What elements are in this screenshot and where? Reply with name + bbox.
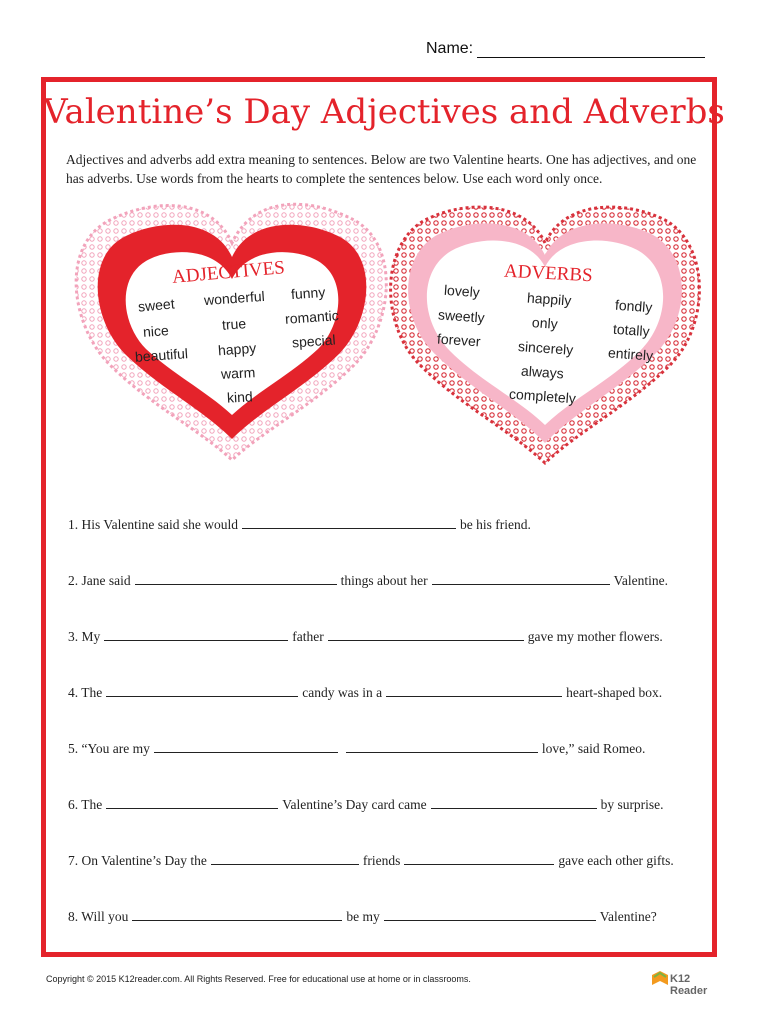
book-icon <box>650 969 670 989</box>
sentence-text: gave my mother flowers. <box>527 629 663 644</box>
instructions: Adjectives and adverbs add extra meaning to sentences. Below are two Valentine hearts. One has adjectives, and one has adverbs. Use words from the hearts to complete the sentences below. Use each word only once. <box>66 152 697 186</box>
copyright-footer: Copyright © 2015 K12reader.com. All Rights Reserved. Free for educational use at home or in classrooms. <box>46 974 471 984</box>
page-title: Valentine’s Day Adjectives and Adverbs <box>43 92 725 132</box>
adjective-word: happy <box>217 339 257 359</box>
adverb-word: entirely <box>607 344 654 364</box>
adjective-word: special <box>291 331 337 351</box>
sentence-text: 4. The <box>68 685 103 700</box>
sentence-7 <box>68 851 708 869</box>
k12reader-logo <box>650 969 730 997</box>
sentence-4 <box>68 683 708 701</box>
adverb-word: sincerely <box>517 338 574 358</box>
answer-blank[interactable] <box>328 627 524 641</box>
adverb-word: totally <box>612 320 651 340</box>
name-blank[interactable] <box>477 41 705 58</box>
adjective-word: nice <box>142 322 170 340</box>
answer-blank[interactable] <box>432 571 610 585</box>
answer-blank[interactable] <box>135 571 337 585</box>
sentence-text: things about her <box>340 573 428 588</box>
sentence-text: Valentine. <box>613 573 668 588</box>
answer-blank[interactable] <box>431 795 597 809</box>
adverb-word: fondly <box>614 296 653 316</box>
sentence-2 <box>68 571 708 589</box>
logo-text: K12 Reader <box>670 973 708 997</box>
sentence-text: 7. On Valentine’s Day the <box>68 853 207 868</box>
answer-blank[interactable] <box>404 851 554 865</box>
sentence-text: love,” said Romeo. <box>541 741 646 756</box>
answer-blank[interactable] <box>346 739 538 753</box>
adverb-word: happily <box>526 289 572 309</box>
answer-blank[interactable] <box>384 907 596 921</box>
sentence-5 <box>68 739 708 757</box>
sentence-text: be his friend. <box>459 517 531 532</box>
adverb-word: lovely <box>443 281 481 301</box>
answer-blank[interactable] <box>386 683 562 697</box>
adverb-word: completely <box>508 385 577 407</box>
answer-blank[interactable] <box>106 795 278 809</box>
sentence-3 <box>68 627 708 645</box>
adjective-word: romantic <box>284 307 340 327</box>
adjective-word: true <box>221 315 247 333</box>
sentence-text: 5. “You are my <box>68 741 150 756</box>
sentence-text: 2. Jane said <box>68 573 131 588</box>
sentence-6 <box>68 795 708 813</box>
adjective-word: kind <box>226 388 254 406</box>
adjective-word: warm <box>220 364 256 382</box>
answer-blank[interactable] <box>106 683 298 697</box>
answer-blank[interactable] <box>211 851 359 865</box>
name-field[interactable] <box>426 40 705 58</box>
adverbs-title: ADVERBS <box>503 260 594 287</box>
adjective-word: sweet <box>137 295 176 315</box>
answer-blank[interactable] <box>104 627 288 641</box>
sentence-text: 3. My <box>68 629 101 644</box>
sentence-text: father <box>292 629 324 644</box>
answer-blank[interactable] <box>154 739 338 753</box>
sentence-8 <box>68 907 708 925</box>
name-label: Name: <box>426 40 474 57</box>
sentence-text: 6. The <box>68 797 103 812</box>
sentence-text: Valentine’s Day card came <box>282 797 427 812</box>
sentence-1 <box>68 515 708 533</box>
sentence-text: gave each other gifts. <box>558 853 674 868</box>
answer-blank[interactable] <box>242 515 456 529</box>
adjective-word: funny <box>290 283 326 303</box>
sentence-text: friends <box>362 853 401 868</box>
sentence-text: heart-shaped box. <box>566 685 663 700</box>
sentence-text: Valentine? <box>599 909 657 924</box>
hearts-illustration <box>0 195 768 475</box>
sentence-text: 8. Will you <box>68 909 129 924</box>
adjective-word: wonderful <box>203 287 266 309</box>
adverb-word: always <box>520 362 565 382</box>
adverb-word: forever <box>436 330 482 350</box>
adverb-word: sweetly <box>437 306 486 326</box>
sentence-text: 1. His Valentine said she would <box>68 517 238 532</box>
adjectives-title: ADJECTIVES <box>171 257 286 288</box>
sentence-text: be my <box>346 909 380 924</box>
adjective-word: beautiful <box>134 345 189 365</box>
answer-blank[interactable] <box>132 907 342 921</box>
adverb-word: only <box>531 314 559 332</box>
sentence-text: by surprise. <box>600 797 664 812</box>
sentence-text: candy was in a <box>302 685 383 700</box>
